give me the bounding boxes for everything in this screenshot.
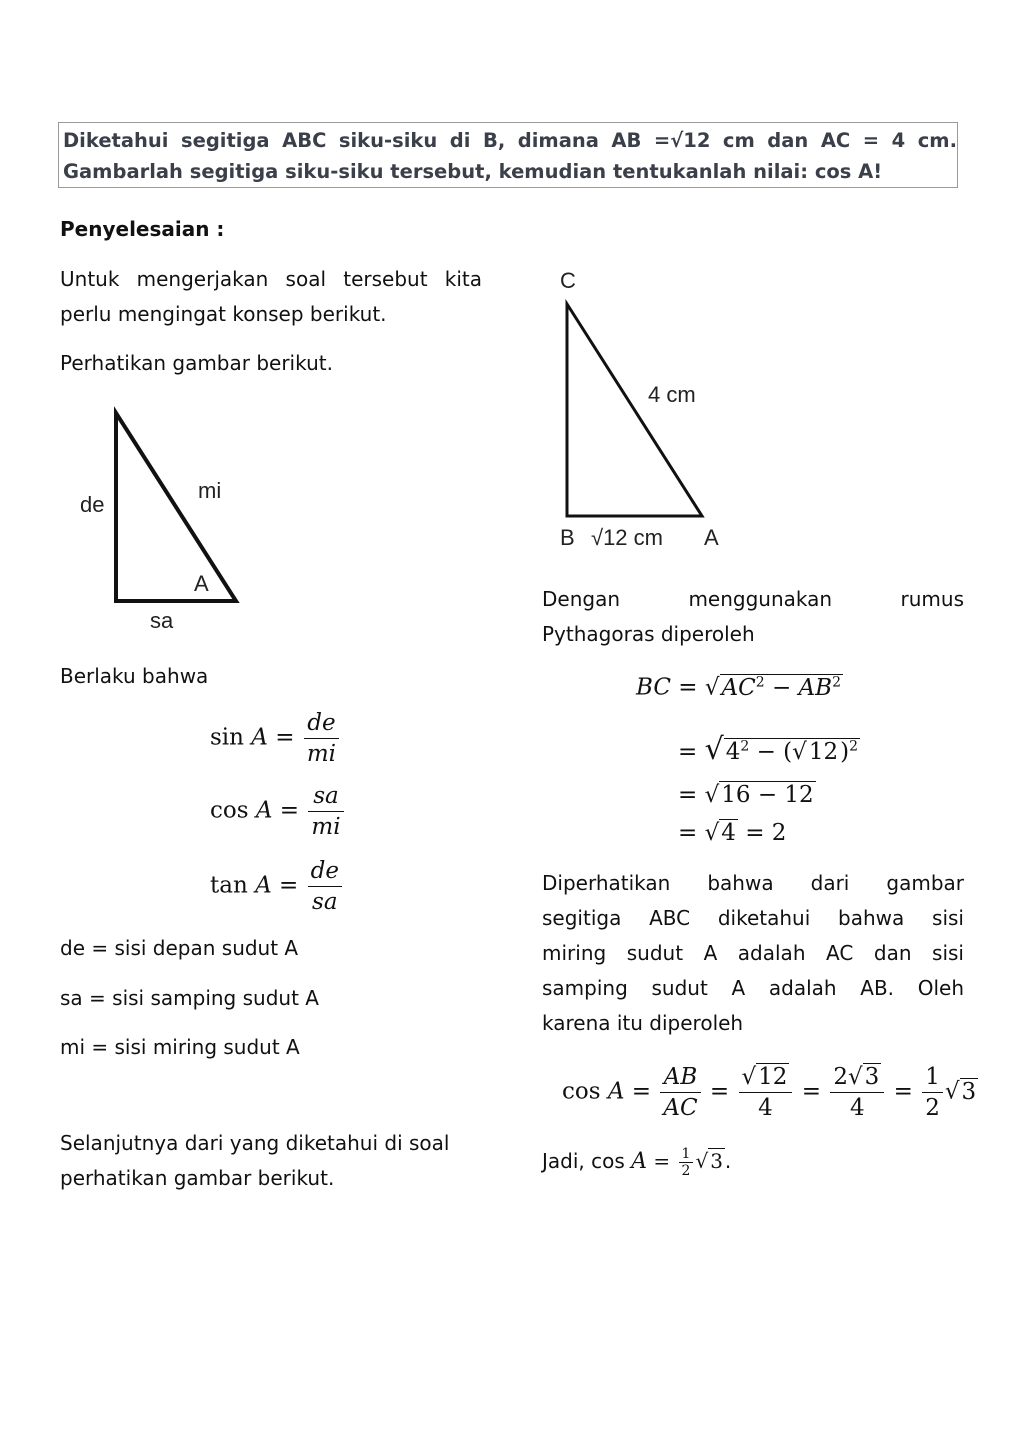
cos-formula xyxy=(210,781,346,842)
tan-eq: = xyxy=(279,872,299,899)
solution-heading: Penyelesaian : xyxy=(60,217,225,241)
pythagoras-line-2: Pythagoras diperoleh xyxy=(542,622,755,646)
conclusion-num: 1 xyxy=(679,1146,694,1163)
pythagoras-step-1 xyxy=(636,674,843,701)
ab-symbol: AB xyxy=(798,674,833,701)
sin-angle: A xyxy=(251,724,268,751)
conclusion-fraction xyxy=(679,1146,694,1179)
pythagoras-step-4 xyxy=(678,820,786,846)
tan-numerator: de xyxy=(308,856,342,887)
sin-formula xyxy=(210,708,341,769)
rule-intro: Berlaku bahwa xyxy=(60,664,209,688)
step1-radical-sign: √ xyxy=(704,674,720,701)
sin-eq: = xyxy=(275,724,295,751)
calc-two: 2 xyxy=(833,1064,848,1090)
calc-ac: AC xyxy=(663,1095,698,1121)
calc-eq-3: = xyxy=(801,1078,822,1105)
cos-label: cos xyxy=(210,797,249,824)
definition-sa: sa = sisi samping sudut A xyxy=(60,986,319,1010)
observe-line-5: karena itu diperoleh xyxy=(542,1011,744,1035)
step3-radicand: 16 − 12 xyxy=(721,782,814,808)
calc-frac-ab-ac xyxy=(660,1062,700,1123)
definition-de: de = sisi depan sudut A xyxy=(60,936,299,960)
step2-radicand: $4^2 - (√12)^2$ xyxy=(725,738,859,765)
calc-three-1: 3 xyxy=(864,1064,880,1090)
pythagoras-step-2 xyxy=(678,732,860,767)
calc-four-2: 4 xyxy=(850,1095,865,1121)
cos-eq: = xyxy=(279,797,300,824)
conclusion: Jadi, cos A = $\frac{1}{2}$ √ 3 . xyxy=(542,1146,732,1179)
conclusion-den: 2 xyxy=(681,1163,691,1179)
calc-ab: AB xyxy=(660,1062,700,1093)
calc-angle: A xyxy=(607,1078,625,1105)
step3-radical-sign: √ xyxy=(704,782,720,808)
tan-fraction xyxy=(308,856,342,917)
question-box xyxy=(58,122,958,188)
calc-frac-half xyxy=(922,1062,943,1123)
step1-minus: − xyxy=(771,674,792,701)
step2-four-square: 2 xyxy=(740,738,750,755)
pythagoras-paragraph xyxy=(542,582,964,652)
conclusion-eq: = xyxy=(653,1149,671,1173)
conclusion-radicand: 3 xyxy=(710,1149,723,1173)
intro-line-2: perlu mengingat konsep berikut. xyxy=(60,302,387,326)
calc-eq-1: = xyxy=(631,1078,652,1105)
tan-angle: A xyxy=(255,872,272,899)
step2-square: 2 xyxy=(849,738,859,755)
vertex-a: A xyxy=(704,525,719,550)
conclusion-angle: A xyxy=(631,1149,648,1174)
step2-eq: = xyxy=(678,739,698,765)
intro-line-1: Untuk mengerjakan soal tersebut kita xyxy=(60,267,482,291)
figure-note: Perhatikan gambar berikut. xyxy=(60,351,333,375)
concept-triangle xyxy=(116,413,236,601)
calc-one: 1 xyxy=(922,1062,943,1093)
abc-triangle-figure xyxy=(540,290,740,530)
intro-paragraph xyxy=(60,262,482,332)
calc-twelve: 12 xyxy=(758,1064,788,1090)
step1-radicand xyxy=(720,674,843,701)
observe-line-4: samping sudut A adalah AB. Oleh xyxy=(542,976,964,1000)
calc-four-1: 4 xyxy=(758,1095,773,1121)
vertex-b: B xyxy=(560,525,575,550)
calc-frac-2sqrt3: $\frac{2√3}{4}$ xyxy=(830,1062,884,1123)
conclusion-prefix: Jadi, cos xyxy=(542,1149,625,1173)
step4-radicand: 4 xyxy=(721,820,736,846)
definition-mi: mi = sisi miring sudut A xyxy=(60,1035,300,1059)
calc-eq-2: = xyxy=(709,1078,730,1105)
next-line-2: perhatikan gambar berikut. xyxy=(60,1166,335,1190)
calc-eq-4: = xyxy=(893,1078,913,1105)
tan-denominator: sa xyxy=(312,889,338,915)
step3-eq: = xyxy=(678,782,698,808)
step4-result: = 2 xyxy=(745,820,787,846)
cos-calculation: cos A = $\frac{AB}{AC}$ = $\frac{√12}{4}$ = $\frac{2√3}{4}$ = $\frac{1}{2}$ √3 xyxy=(562,1064,977,1121)
observe-line-3: miring sudut A adalah AC dan sisi xyxy=(542,941,964,965)
observe-paragraph xyxy=(542,866,964,1041)
label-sa: sa xyxy=(150,608,174,633)
calc-frac-sqrt12: $\frac{√12}{4}$ xyxy=(739,1062,793,1123)
observe-line-1: Diperhatikan bahwa dari gambar xyxy=(542,871,964,895)
step2-minus: − xyxy=(756,739,776,765)
sin-numerator: de xyxy=(304,708,339,739)
bc-symbol: BC xyxy=(636,674,671,701)
sin-label: sin xyxy=(210,724,244,751)
vertex-c: C xyxy=(560,268,576,293)
calc-cos: cos xyxy=(562,1078,601,1105)
base-label: √12 cm xyxy=(591,525,663,550)
cos-numerator: sa xyxy=(308,781,343,812)
pythagoras-line-1: Dengan menggunakan rumus xyxy=(542,587,964,611)
tan-formula xyxy=(210,856,344,917)
observe-line-2: segitiga ABC diketahui bahwa sisi xyxy=(542,906,964,930)
next-line-1: Selanjutnya dari yang diketahui di soal xyxy=(60,1131,450,1155)
label-mi: mi xyxy=(198,478,222,503)
pythagoras-step-3 xyxy=(678,782,816,808)
step4-radical-sign: √ xyxy=(704,820,720,846)
conclusion-suffix: . xyxy=(724,1149,732,1173)
cos-denominator: mi xyxy=(311,814,341,840)
calc-two-den: 2 xyxy=(925,1095,940,1121)
ab-square: 2 xyxy=(832,674,841,690)
calc-three-2: 3 xyxy=(961,1078,977,1105)
label-angle-a: A xyxy=(194,571,209,596)
sin-denominator: mi xyxy=(306,741,336,767)
hypotenuse-label: 4 cm xyxy=(648,382,696,407)
next-paragraph xyxy=(60,1126,500,1196)
step1-eq: = xyxy=(678,674,698,701)
step2-four: 4 xyxy=(725,739,741,765)
question-line-2: Gambarlah segitiga siku-siku tersebut, kemudian tentukanlah nilai: cos A! xyxy=(63,160,883,183)
question-line-1: Diketahui segitiga ABC siku-siku di B, dimana AB =√12 cm dan AC = 4 cm. xyxy=(63,129,957,152)
ac-symbol: AC xyxy=(721,674,756,701)
sin-fraction xyxy=(304,708,339,769)
cos-fraction xyxy=(308,781,343,842)
abc-triangle xyxy=(567,304,702,516)
ac-square: 2 xyxy=(755,674,765,690)
step2-radical-sign: √ xyxy=(704,732,724,767)
step4-eq: = xyxy=(678,820,698,846)
cos-angle: A xyxy=(255,797,273,824)
tan-label: tan xyxy=(210,872,248,899)
label-de: de xyxy=(80,492,105,517)
step2-twelve: 12 xyxy=(808,739,839,765)
